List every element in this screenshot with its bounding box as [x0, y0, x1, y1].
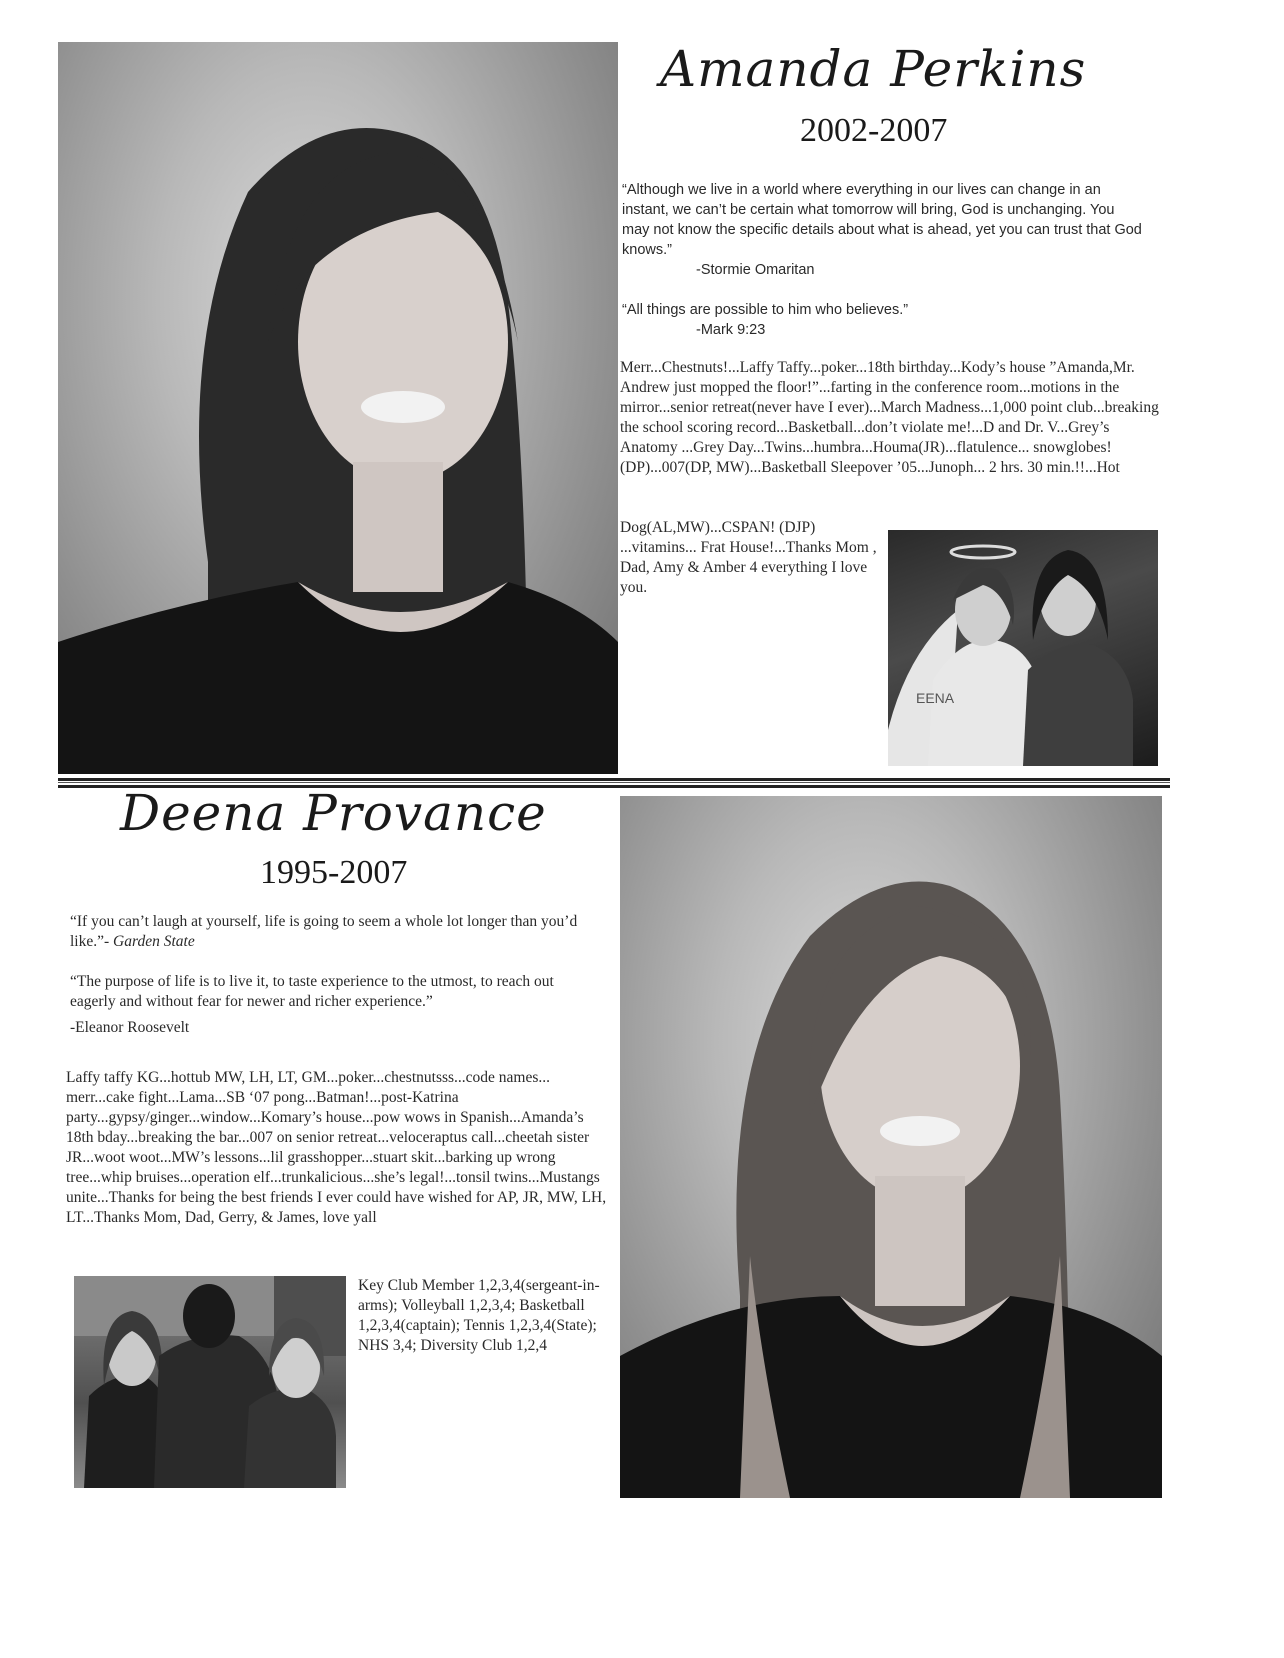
deena-name: Deena Provance: [120, 784, 547, 842]
deena-quote-1-source: Garden State: [113, 933, 195, 950]
spacer: [70, 1012, 600, 1018]
amanda-portrait-figure: [58, 42, 618, 774]
amanda-snapshot-photo: [888, 530, 1158, 766]
amanda-quote-1-author: -Stormie Omaritan: [696, 262, 815, 278]
deena-years: 1995-2007: [260, 854, 408, 891]
amanda-quote-2-text: “All things are possible to him who believes.”: [622, 302, 909, 318]
amanda-quote-1-text: “Although we live in a world where everything in our lives can change in an instant, we can’t be certain what tomorrow will bring, God is unchanging. You may not know the specific details about what is ahead, yet you can trust that God knows.”: [622, 182, 1142, 258]
deena-quote-1: [70, 912, 600, 952]
amanda-years: 2002-2007: [800, 112, 948, 149]
amanda-portrait-photo: [58, 42, 618, 774]
deena-activities: Key Club Member 1,2,3,4(sergeant-in-arms); Volleyball 1,2,3,4; Basketball 1,2,3,4(captain); Tennis 1,2,3,4(State); NHS 3,4; Diversity Club 1,2,4: [358, 1277, 600, 1354]
amanda-name: Amanda Perkins: [660, 40, 1087, 98]
deena-snapshot-figures: [74, 1276, 346, 1488]
deena-quote-2-text: “The purpose of life is to live it, to taste experience to the utmost, to reach out eagerly and without fear for newer and richer experience.”: [70, 973, 554, 1010]
deena-quote-1-text: “If you can’t laugh at yourself, life is going to seem a whole lot longer than you’d like.”-: [70, 913, 578, 950]
deena-memories: Laffy taffy KG...hottub MW, LH, LT, GM...poker...chestnutsss...code names... merr...cake fight...Lama...SB ‘07 pong...Batman!...post-Katrina party...gypsy/ginger...window...Komary’s house...pow wows in Spanish...Amanda’s 18th bday...breaking the bar...007 on senior retreat...veloceraptus call...cheetah sister JR...woot woot...MW’s lessons...lil grasshopper...stuart skit...barking up wrong tree...whip bruises...operation elf...trunkalicious...she’s legal!...tonsil twins...Mustangs unite...Thanks for being the best friends I ever could have wished for AP, JR, MW, LH, LT...Thanks Mom, Dad, Gerry, & James, love yall: [66, 1069, 607, 1226]
amanda-snapshot-shirt-text: EENA: [916, 690, 955, 706]
deena-portrait-figure: [620, 796, 1162, 1498]
amanda-memories: Merr...Chestnuts!...Laffy Taffy...poker...18th birthday...Kody’s house ”Amanda,Mr. Andrew just mopped the floor!”...farting in the conference room...motions in the mirror...senior retreat(never have I ever)...March Madness...1,000 point club...breaking the school scoring record...Basketball...don’t violate me!...D and Dr. V...Grey’s Anatomy ...Grey Day...Twins...humbra...Houma(JR)...flatulence... snowglobes!(DP)...007(DP, MW)...Basketball Sleepover ’05...Junoph... 2 hrs. 30 min.!!...Hot: [620, 359, 1159, 476]
amanda-quote-2-author: -Mark 9:23: [696, 322, 766, 338]
amanda-quote-2: [622, 300, 1142, 340]
amanda-snapshot-figures: [888, 530, 1158, 766]
deena-portrait-photo: [620, 796, 1162, 1498]
amanda-quote-1: [622, 180, 1142, 280]
deena-snapshot-photo: [74, 1276, 346, 1488]
deena-quote-2: [70, 972, 600, 1038]
amanda-memories-end: Dog(AL,MW)...CSPAN! (DJP) ...vitamins... Frat House!...Thanks Mom , Dad, Amy & Amber 4 everything I love you.: [620, 519, 877, 596]
deena-quote-2-author: -Eleanor Roosevelt: [70, 1019, 190, 1036]
